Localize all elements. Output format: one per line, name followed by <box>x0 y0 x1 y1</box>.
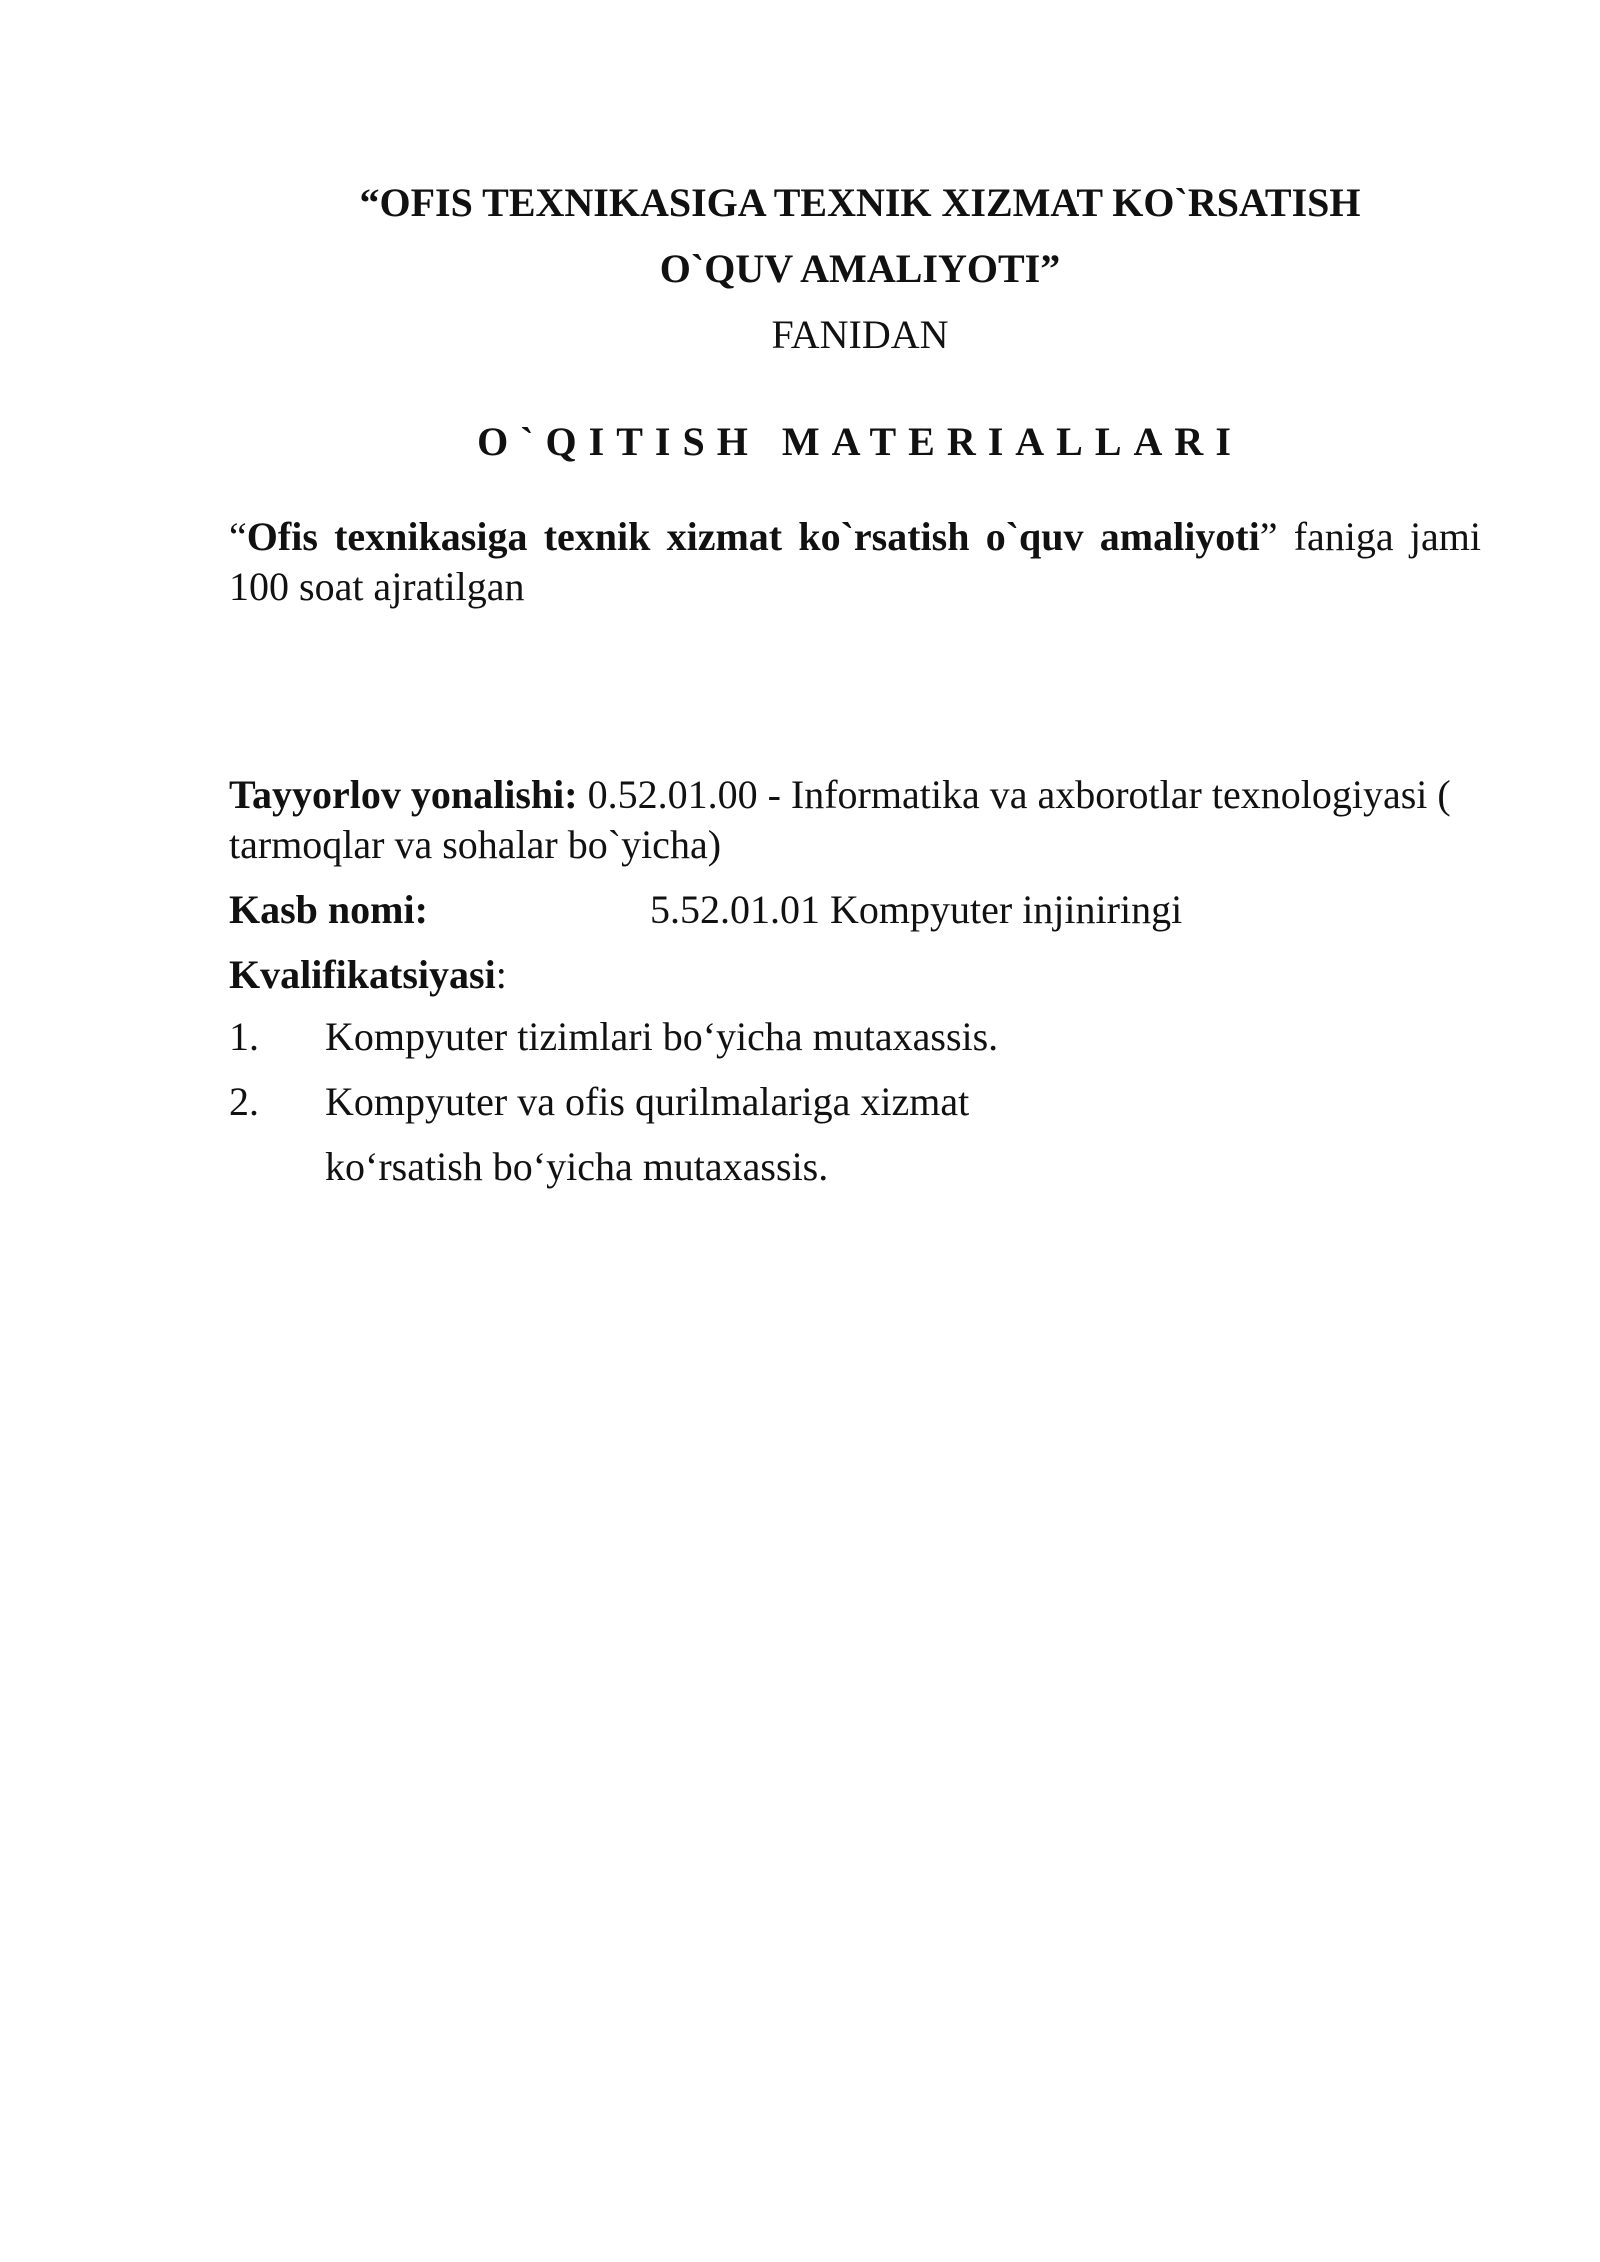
intro-subject: Ofis texnikasiga texnik xizmat ko`rsatish o`quv amaliyoti <box>246 514 1260 559</box>
direction-value: 0.52.01.00 - Informatika va axborotlar texnologiyasi ( tarmoqlar va sohalar bo`yicha) <box>229 772 1451 867</box>
intro-open-quote: “ <box>229 514 247 559</box>
section-heading: O`QITISH MATERIALLARI <box>477 419 1243 464</box>
profession-label: Kasb nomi: <box>229 887 428 932</box>
document-title-line-2: O`QUV AMALIYOTI” <box>659 246 1061 291</box>
direction-label: Tayyorlov yonalishi: <box>229 772 578 817</box>
list-item-text: Kompyuter va ofis qurilmalariga xizmat ko‘rsatish bo‘yicha mutaxassis. <box>325 1079 970 1189</box>
list-item-number: 1. <box>229 1014 259 1059</box>
profession-row <box>229 885 1481 935</box>
document-subtitle: FANIDAN <box>771 312 949 357</box>
intro-paragraph <box>229 512 1481 612</box>
qualification-list <box>229 1004 1481 1199</box>
list-item-text: Kompyuter tizimlari bo‘yicha mutaxassis. <box>325 1014 999 1059</box>
list-item-number: 2. <box>229 1079 259 1124</box>
intro-rest: ” faniga jami 100 soat ajratilgan <box>229 514 1481 609</box>
list-item <box>229 1004 1481 1069</box>
list-item <box>229 1069 1481 1199</box>
program-info <box>229 770 1481 1199</box>
profession-value: 5.52.01.01 Kompyuter injiniringi <box>650 887 1183 932</box>
qualification-row <box>229 950 1481 1000</box>
qualification-colon: : <box>495 952 507 997</box>
qualification-label: Kvalifikatsiyasi <box>229 952 496 997</box>
document-title-line-1: “OFIS TEXNIKASIGA TEXNIK XIZMAT KO`RSATISH <box>359 180 1361 225</box>
direction-row <box>229 770 1481 870</box>
document-title-block <box>230 170 1490 368</box>
